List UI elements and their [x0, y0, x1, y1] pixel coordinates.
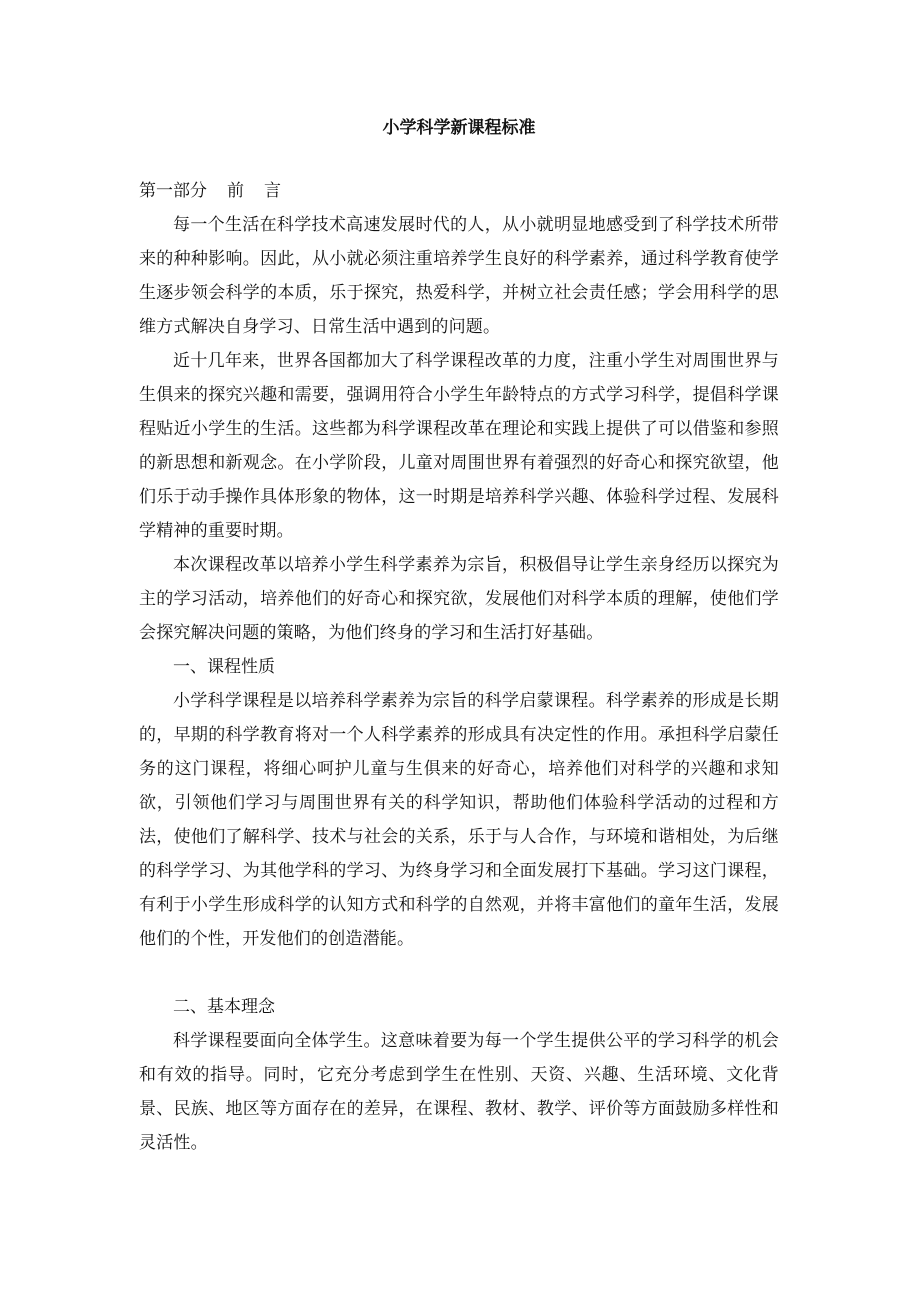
- intro-paragraph-2: 近十几年来，世界各国都加大了科学课程改革的力度，注重小学生对周围世界与生俱来的探究兴趣和需要，强调用符合小学生年龄特点的方式学习科学，提倡科学课程贴近小学生的生活。这些都为科学课程改革在理论和实践上提供了可以借鉴和参照的新思想和新观念。在小学阶段，儿童对周围世界有着强烈的好奇心和探究欲望，他们乐于动手操作具体形象的物体，这一时期是培养科学兴趣、体验科学过程、发展科学精神的重要时期。: [139, 351, 779, 541]
- document-title: 小学科学新课程标准: [382, 118, 536, 138]
- section-1-paragraph: 小学科学课程是以培养科学素养为宗旨的科学启蒙课程。科学素养的形成是长期的，早期的科学教育将对一个人科学素养的形成具有决定性的作用。承担科学启蒙任务的这门课程，将细心呵护儿童与生俱来的好奇心，培养他们对科学的兴趣和求知欲，引领他们学习与周围世界有关的科学知识，帮助他们体验科学活动的过程和方法，使他们了解科学、技术与社会的关系，乐于与人合作，与环境和谐相处，为后继的科学学习、为其他学科的学习、为终身学习和全面发展打下基础。学习这门课程，有利于小学生形成科学的认知方式和科学的自然观，并将丰富他们的童年生活，发展他们的个性，开发他们的创造潜能。: [139, 691, 779, 949]
- intro-paragraph-3: 本次课程改革以培养小学生科学素养为宗旨，积极倡导让学生亲身经历以探究为主的学习活动，培养他们的好奇心和探究欲，发展他们对科学本质的理解，使他们学会探究解决问题的策略，为他们终身的学习和生活打好基础。: [139, 555, 779, 643]
- intro-paragraph-1: 每一个生活在科学技术高速发展时代的人，从小就明显地感受到了科学技术所带来的种种影响。因此，从小就必须注重培养学生良好的科学素养，通过科学教育使学生逐步领会科学的本质，乐于探究，热爱科学，并树立社会责任感；学会用科学的思维方式解决自身学习、日常生活中遇到的问题。: [139, 215, 779, 337]
- blank-line: [139, 956, 779, 990]
- part-label: 第一部分: [139, 181, 207, 201]
- section-2-heading: 二、基本理念: [173, 997, 275, 1017]
- part-word-2: 言: [264, 181, 281, 201]
- part-heading: [139, 174, 779, 208]
- section-1-heading: 一、课程性质: [173, 657, 275, 677]
- part-word-1: 前: [227, 181, 244, 201]
- document-page: [139, 114, 779, 1160]
- section-2-paragraph: 科学课程要面向全体学生。这意味着要为每一个学生提供公平的学习科学的机会和有效的指导。同时，它充分考虑到学生在性别、天资、兴趣、生活环境、文化背景、民族、地区等方面存在的差异，在课程、教材、教学、评价等方面鼓励多样性和灵活性。: [139, 1031, 779, 1153]
